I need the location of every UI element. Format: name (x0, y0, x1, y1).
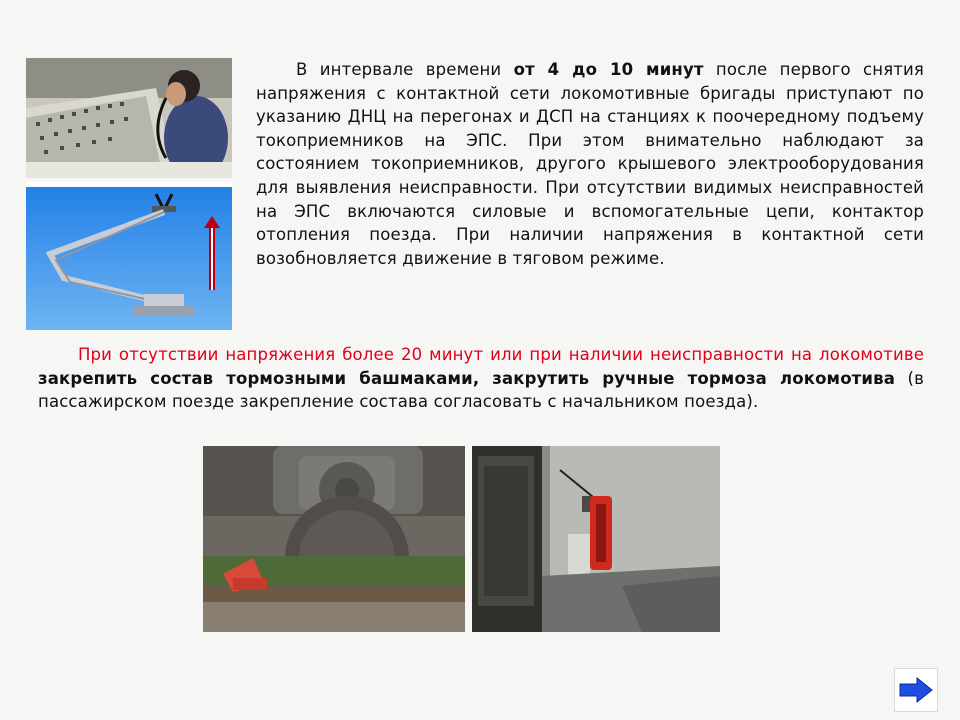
brake-shoe-photo (203, 446, 465, 632)
dispatcher-photo (26, 58, 232, 178)
handbrake-illustration (472, 446, 720, 632)
paragraph-no-voltage (38, 343, 924, 414)
p2-action-bold: закрепить состав тормозными башмаками, закрутить ручные тормоза локомотива (38, 368, 895, 388)
handbrake-photo (472, 446, 720, 632)
paragraph-time-interval (256, 58, 924, 270)
dispatcher-illustration (26, 58, 232, 178)
p2-condition-red: При отсутствии напряжения более 20 минут или при наличии неисправности на локомотиве (78, 345, 924, 364)
next-slide-button[interactable] (894, 668, 938, 712)
pantograph-illustration (26, 182, 232, 330)
p1-time-range: от 4 до 10 минут (513, 60, 704, 79)
brake-shoe-illustration (203, 446, 465, 632)
p1-text-rest: после первого снятия напряжения с контактной сети локомотивные бригады приступают по указанию ДНЦ на перегонах и ДСП на станциях к поочередному подъему токоприемников на ЭПС. При этом внимательно наблюдают за состоянием токоприемников, другого крышевого электрооборудования для выявления неисправности. При отсутствии видимых неисправностей на ЭПС включаются силовые и вспомогательные цепи, контактор отопления поезда. При наличии напряжения в контактной сети возобновляется движение в тяговом режиме. (256, 60, 924, 268)
arrow-right-icon (899, 677, 933, 703)
pantograph-photo (26, 182, 232, 330)
p2-note: (в пассажирском поезде закрепление состава согласовать с начальником поезда). (38, 368, 924, 412)
p1-text-start: В интервале времени (296, 60, 514, 79)
